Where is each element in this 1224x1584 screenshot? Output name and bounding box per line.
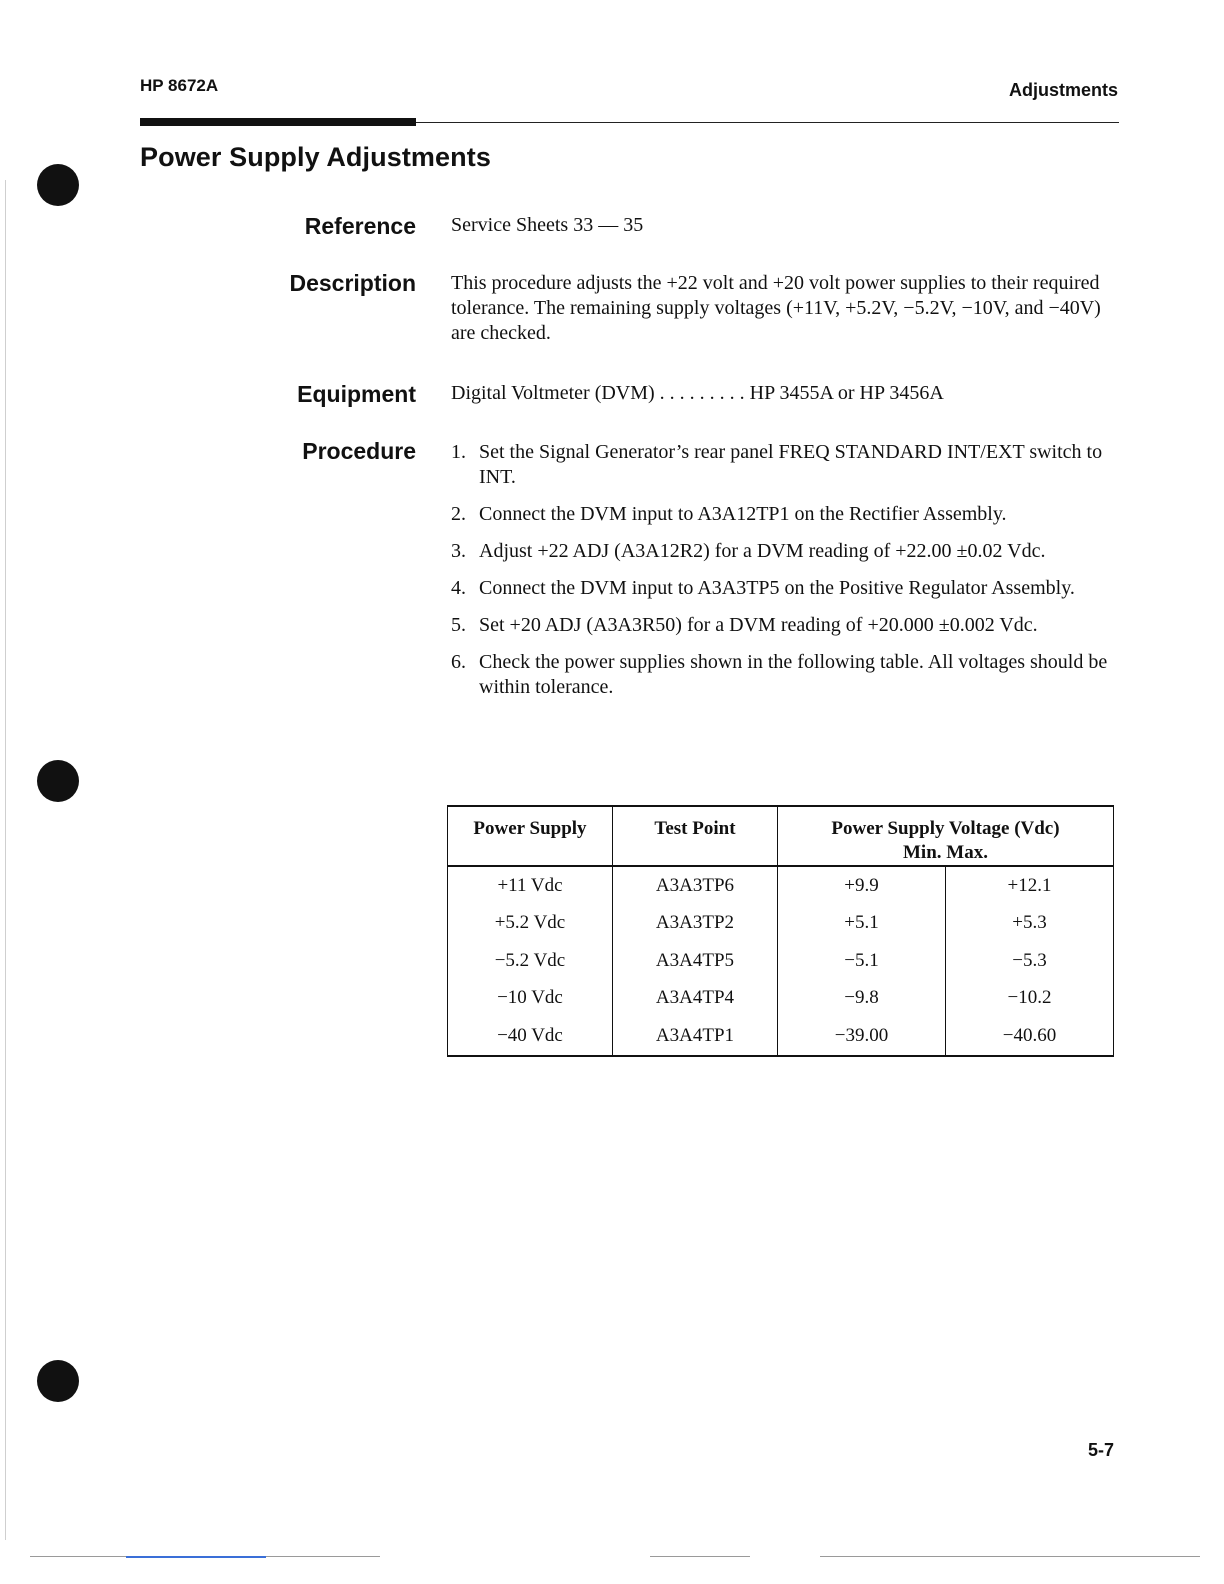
cell-test-point: A3A4TP4	[612, 980, 777, 1018]
cell-min: −5.1	[777, 942, 945, 980]
step-text: Connect the DVM input to A3A3TP5 on the Positive Regulator Assembly.	[479, 577, 1075, 599]
cell-test-point: A3A4TP1	[612, 1017, 777, 1056]
cell-max: +12.1	[945, 866, 1113, 905]
footer-scan-line	[126, 1556, 266, 1558]
procedure-step	[451, 576, 1111, 601]
power-supply-table	[447, 805, 1114, 1057]
binder-hole	[37, 1360, 79, 1402]
table-row	[448, 1017, 1114, 1056]
step-number: 3.	[451, 540, 466, 562]
cell-test-point: A3A3TP6	[612, 866, 777, 905]
step-number: 1.	[451, 441, 466, 463]
step-number: 5.	[451, 614, 466, 636]
step-number: 2.	[451, 503, 466, 525]
step-number: 4.	[451, 577, 466, 599]
header-section: Adjustments	[1008, 80, 1118, 100]
procedure-step	[451, 539, 1111, 564]
cell-supply: −5.2 Vdc	[448, 942, 613, 980]
table-row	[448, 942, 1114, 980]
header-voltage-title: Power Supply Voltage (Vdc)	[831, 818, 1060, 839]
page-number: 5-7	[1087, 1440, 1114, 1460]
header-rule-accent	[140, 118, 416, 126]
reference-text: Service Sheets 33 — 35	[451, 214, 644, 236]
page-title: Power Supply Adjustments	[140, 142, 491, 172]
cell-min: −9.8	[777, 980, 945, 1018]
procedure-step	[451, 440, 1111, 490]
cell-max: −5.3	[945, 942, 1113, 980]
table-header-row	[448, 806, 1114, 866]
footer-scan-line	[650, 1556, 750, 1557]
cell-min: −39.00	[777, 1017, 945, 1056]
cell-test-point: A3A3TP2	[612, 905, 777, 943]
step-text: Adjust +22 ADJ (A3A12R2) for a DVM reading of +22.00 ±0.02 Vdc.	[479, 540, 1046, 562]
step-text: Set the Signal Generator’s rear panel FREQ STANDARD INT/EXT switch to INT.	[479, 441, 1103, 488]
procedure-step	[451, 613, 1111, 638]
cell-max: −10.2	[945, 980, 1113, 1018]
header-voltage	[777, 806, 1113, 866]
table-row	[448, 980, 1114, 1018]
cell-supply: +5.2 Vdc	[448, 905, 613, 943]
description-label: Description	[289, 270, 416, 296]
binder-hole	[37, 760, 79, 802]
header-power-supply: Power Supply	[448, 806, 613, 866]
step-text: Set +20 ADJ (A3A3R50) for a DVM reading of +20.000 ±0.002 Vdc.	[479, 614, 1038, 636]
table-row	[448, 905, 1114, 943]
header-test-point: Test Point	[612, 806, 777, 866]
step-text: Check the power supplies shown in the following table. All voltages should be within tolerance.	[479, 651, 1108, 698]
cell-supply: −10 Vdc	[448, 980, 613, 1018]
reference-label: Reference	[304, 213, 416, 239]
procedure-step	[451, 502, 1111, 527]
cell-supply: −40 Vdc	[448, 1017, 613, 1056]
table-row	[448, 866, 1114, 905]
cell-min: +9.9	[777, 866, 945, 905]
description-text: This procedure adjusts the +22 volt and +20 volt power supplies to their required tolerance. The remaining supply voltages (+11V, +5.2V, −5.2V, −10V, and −40V) are checked.	[451, 272, 1101, 344]
cell-max: +5.3	[945, 905, 1113, 943]
equipment-label: Equipment	[297, 381, 416, 407]
step-text: Connect the DVM input to A3A12TP1 on the Rectifier Assembly.	[479, 503, 1007, 525]
cell-test-point: A3A4TP5	[612, 942, 777, 980]
header-model: HP 8672A	[140, 76, 219, 95]
header-min-max: Min. Max.	[903, 842, 988, 863]
cell-max: −40.60	[945, 1017, 1113, 1056]
procedure-steps	[451, 440, 1111, 712]
procedure-step	[451, 650, 1111, 700]
equipment-text: Digital Voltmeter (DVM) . . . . . . . . . HP 3455A or HP 3456A	[451, 382, 944, 404]
binder-hole	[37, 164, 79, 206]
cell-min: +5.1	[777, 905, 945, 943]
cell-supply: +11 Vdc	[448, 866, 613, 905]
procedure-label: Procedure	[302, 438, 416, 464]
footer-scan-line	[820, 1556, 1200, 1557]
step-number: 6.	[451, 651, 466, 673]
page-edge-line	[5, 180, 6, 1540]
